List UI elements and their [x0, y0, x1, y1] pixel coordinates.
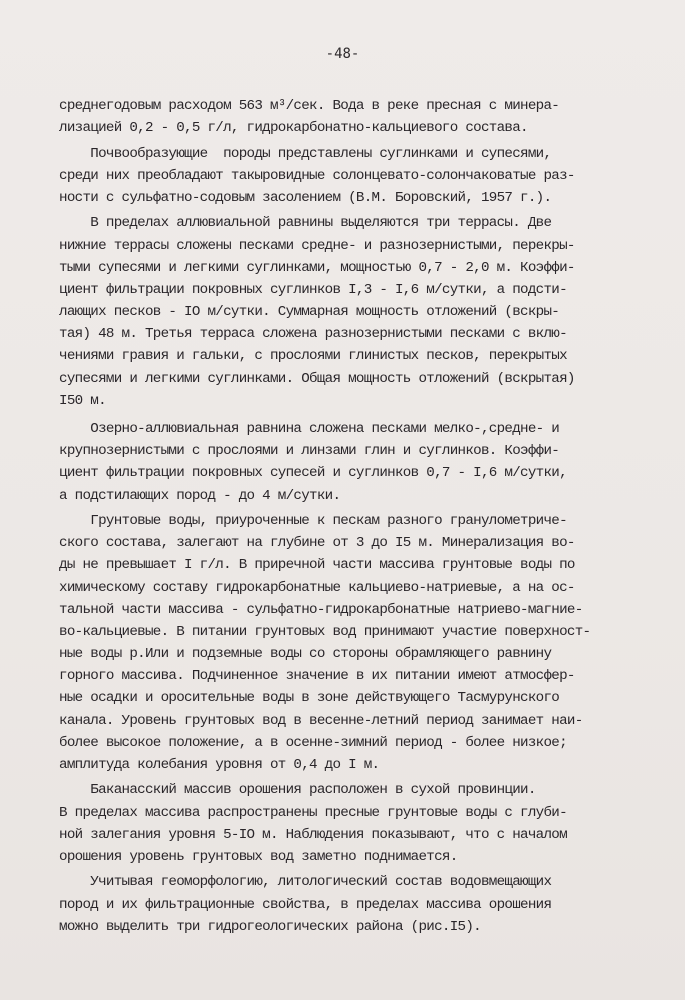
text-line: более высокое положение, а в осенне-зимний период - более низкое;	[59, 734, 567, 751]
text-line: Почвообразующие породы представлены суглинками и супесями,	[59, 145, 552, 162]
text-line: В пределах массива распространены пресные грунтовые воды с глуби-	[59, 804, 567, 821]
text-line: ды не превышает I г/л. В приречной части массива грунтовые воды по	[59, 557, 575, 574]
text-line: Грунтовые воды, приуроченные к пескам разного гранулометриче-	[59, 512, 567, 529]
text-line: среднегодовым расходом 563 м³/сек. Вода в реке пресная с минера-	[59, 98, 560, 114]
text-line: нижние террасы сложены песками средне- и разнозернистыми, перекры-	[59, 237, 575, 254]
text-line: циент фильтрации покровных супесей и суглинков 0,7 - I,6 м/сутки,	[59, 465, 567, 482]
text-line: горного массива. Подчиненное значение в их питании имеют атмосфер-	[59, 668, 575, 685]
text-line: можно выделить три гидрогеологических района (рис.I5).	[59, 918, 481, 935]
text-line: В пределах аллювиальной равнины выделяются три террасы. Две	[59, 215, 552, 232]
text-line: лизацией 0,2 - 0,5 г/л, гидрокарбонатно-кальциевого состава.	[59, 120, 528, 137]
text-line: во-кальциевые. В питании грунтовых вод принимают участие поверхност-	[59, 623, 591, 640]
text-line: лающих песков - IO м/сутки. Суммарная мощность отложений (вскры-	[59, 304, 560, 321]
text-line: орошения уровень грунтовых вод заметно поднимается.	[59, 848, 458, 865]
text-line: циент фильтрации покровных суглинков I,3 - I,6 м/сутки, а подсти-	[59, 281, 567, 298]
text-line: супесями и легкими суглинками. Общая мощность отложений (вскрытая)	[59, 370, 575, 387]
text-line: тая) 48 м. Третья терраса сложена разнозернистыми песками с вклю-	[59, 326, 567, 343]
text-line: ности с сульфатно-содовым засолением (В.М. Боровский, 1957 г.).	[59, 189, 552, 206]
text-line: химическому составу гидрокарбонатные кальциево-натриевые, а на ос-	[59, 579, 575, 596]
text-line: Озерно-аллювиальная равнина сложена песками мелко-,средне- и	[59, 421, 560, 437]
text-line: канала. Уровень грунтовых вод в весенне-летний период занимает наи-	[59, 712, 583, 729]
text-line: тальной части массива - сульфатно-гидрокарбонатные натриево-магние-	[59, 601, 583, 618]
text-line: Учитывая геоморфологию, литологический состав водовмещающих	[59, 874, 552, 891]
body-text	[59, 95, 685, 938]
text-line: тыми супесями и легкими суглинками, мощностью 0,7 - 2,0 м. Коэффи-	[59, 259, 575, 276]
text-line: крупнозернистыми с прослоями и линзами глин и суглинков. Коэффи-	[59, 443, 560, 460]
text-line: I50 м.	[59, 392, 106, 409]
text-line: ского состава, залегают на глубине от 3 до I5 м. Минерализация во-	[59, 535, 575, 552]
text-line: ной залегания уровня 5-IO м. Наблюдения показывают, что с началом	[59, 826, 567, 843]
page-number: -48-	[325, 46, 360, 62]
text-line: пород и их фильтрационные свойства, в пределах массива орошения	[59, 896, 552, 913]
text-line: чениями гравия и гальки, с прослоями глинистых песков, перекрытых	[59, 348, 567, 365]
text-line: Баканасский массив орошения расположен в сухой провинции.	[59, 782, 536, 799]
text-line: среди них преобладают такыровидные солонцевато-солончаковатые раз-	[59, 167, 575, 184]
text-line: ные воды р.Или и подземные воды со стороны обрамляющего равнину	[59, 646, 552, 663]
text-line: а подстилающих пород - до 4 м/сутки.	[59, 487, 341, 504]
text-line: амплитуда колебания уровня от 0,4 до I м.	[59, 757, 380, 773]
text-line: ные осадки и оросительные воды в зоне действующего Тасмурунского	[59, 690, 560, 707]
